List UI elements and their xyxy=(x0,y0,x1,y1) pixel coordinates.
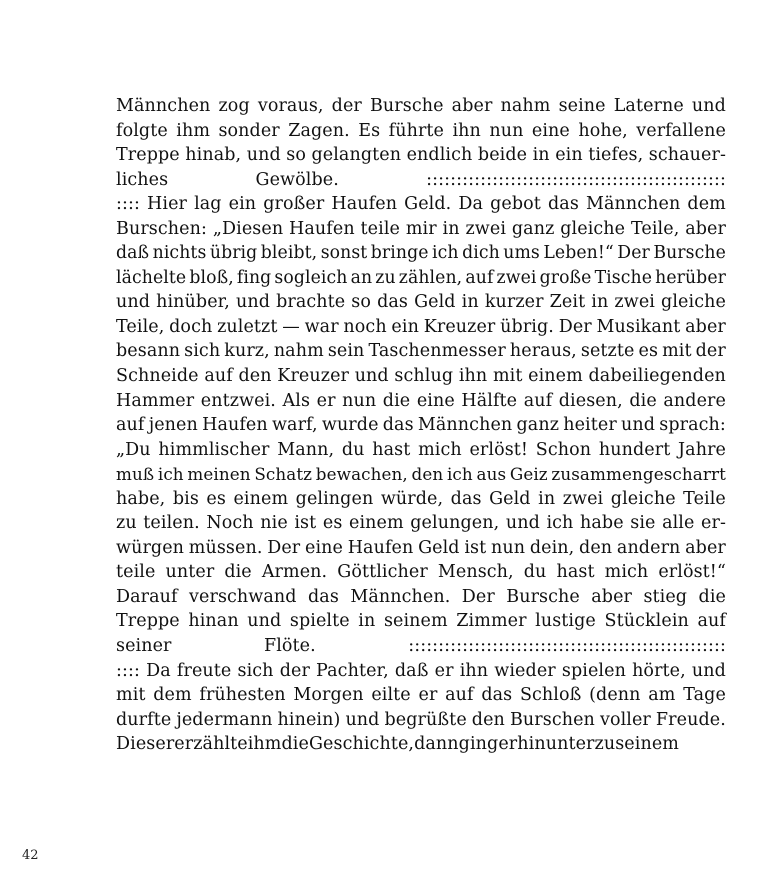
text-line: habe, bis es einem gelingen würde, das Geld in zwei gleiche Teile xyxy=(116,488,726,509)
text-line: Hammer entzwei. Als er nun die eine Hälfte auf diesen, die andere xyxy=(116,390,726,411)
text-line: Darauf verschwand das Männchen. Der Bursche aber stieg die xyxy=(116,586,726,607)
text-line: mit dem frühesten Morgen eilte er auf das Schloß (denn am Tage xyxy=(116,685,726,706)
text-line: Treppe hinan und spielte in seinem Zimmer lustige Stücklein auf xyxy=(116,611,726,632)
text-line: muß ich meinen Schatz bewachen, den ich aus Geiz zusammengescharrt xyxy=(116,464,726,485)
text-line: Burschen: „Diesen Haufen teile mir in zwei ganz gleiche Teile, aber xyxy=(116,218,726,239)
text-line: Treppe hinab, und so gelangten endlich beide in ein tiefes, schauer- xyxy=(116,145,726,166)
text-line: auf jenen Haufen warf, wurde das Männchen ganz heiter und sprach: xyxy=(116,415,726,436)
text-line: :::: Hier lag ein großer Haufen Geld. Da gebot das Männchen dem xyxy=(116,194,726,215)
text-line: :::: Da freute sich der Pachter, daß er ihn wieder spielen hörte, und xyxy=(116,660,726,681)
text-line: daß nichts übrig bleibt, sonst bringe ich dich ums Leben!“ Der Bursche xyxy=(116,243,726,264)
body-text xyxy=(116,94,726,757)
text-line: Dieser erzählte ihm die Geschichte, dann ging er hinunter zu seinem xyxy=(116,734,679,755)
text-line: seiner Flöte. ::::::::::::::::::::::::::::::::::::::::::::::::::::: xyxy=(116,636,726,657)
text-line: „Du himmlischer Mann, du hast mich erlöst! Schon hundert Jahre xyxy=(116,439,726,460)
text-line: durfte jedermann hinein) und begrüßte den Burschen voller Freude. xyxy=(116,709,726,730)
text-line: teile unter die Armen. Göttlicher Mensch, du hast mich erlöst!“ xyxy=(116,562,726,583)
page-number: 42 xyxy=(22,848,39,863)
text-line: Teile, doch zuletzt — war noch ein Kreuzer übrig. Der Musikant aber xyxy=(116,316,726,337)
text-line: zu teilen. Noch nie ist es einem gelungen, und ich habe sie alle er- xyxy=(116,513,726,534)
text-line: folgte ihm sonder Zagen. Es führte ihn nun eine hohe, verfallene xyxy=(116,120,726,141)
text-line: lächelte bloß, fing sogleich an zu zählen, auf zwei große Tische herüber xyxy=(116,267,726,288)
text-line: liches Gewölbe. :::::::::::::::::::::::::::::::::::::::::::::::::: xyxy=(116,169,726,190)
text-line: und hinüber, und brachte so das Geld in kurzer Zeit in zwei gleiche xyxy=(116,292,726,313)
text-line: Schneide auf den Kreuzer und schlug ihn mit einem dabeiliegenden xyxy=(116,366,726,387)
text-line: Männchen zog voraus, der Bursche aber nahm seine Laterne und xyxy=(116,96,726,116)
text-line: würgen müssen. Der eine Haufen Geld ist nun dein, den andern aber xyxy=(116,537,726,558)
text-line: besann sich kurz, nahm sein Taschenmesser heraus, setzte es mit der xyxy=(116,341,726,362)
